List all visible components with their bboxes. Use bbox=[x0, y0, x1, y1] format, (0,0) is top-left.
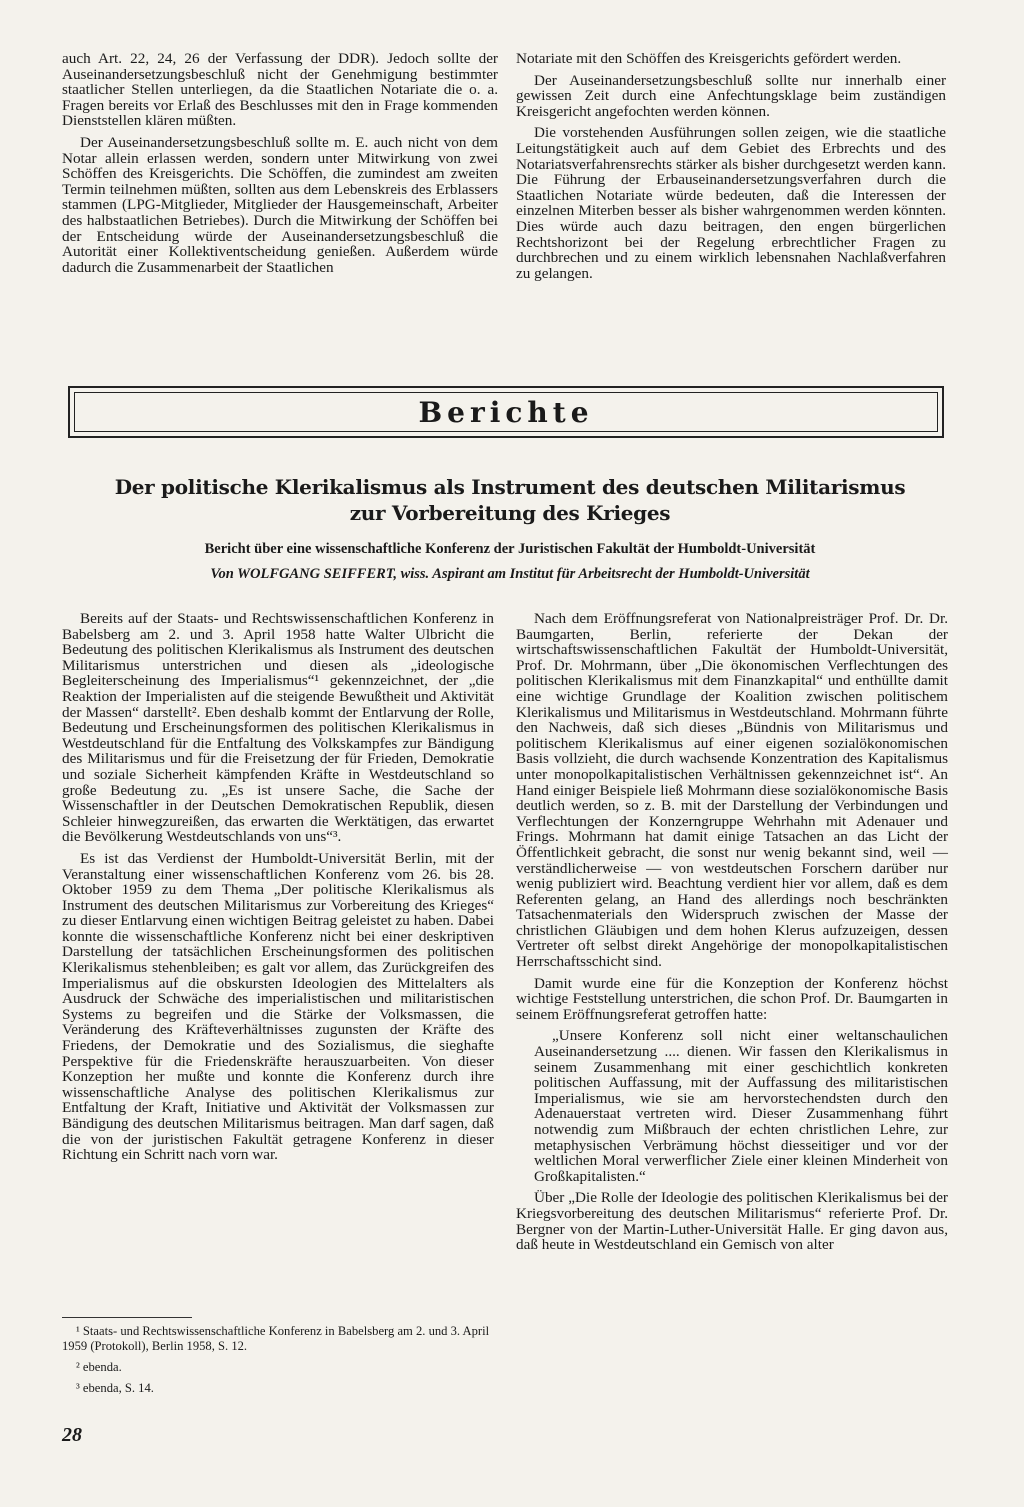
paragraph: Bereits auf der Staats- und Rechtswissenschaftlichen Konferenz in Babelsberg am 2. und 3. April 1958 hatte Walter Ulbricht die Bedeutung des politischen Klerikalismus als Instrument des deutschen Militarismus unterstrichen und diesen als „ideologische Begleiterscheinung des Imperialismus“¹ gekennzeichnet, der „die Reaktion der Imperialisten auf die steigende Bewußtheit und Aktivität der Massen“ darstellt². Eben deshalb kommt der Entlarvung der Rolle, Bedeutung und Erscheinungsformen des politischen Klerikalismus in Westdeutschland für die Entfaltung des Volkskampfes zur Bändigung des Militarismus und für die Freisetzung der für Frieden, Demokratie und soziale Sicherheit kämpfenden Kräfte in Westdeutschland so große Bedeutung zu. „Es ist unsere Sache, die Sache der Wissenschaftler in der Deutschen Demokratischen Republik, diesen Schleier hinwegzureißen, das erwarten die Werktätigen, das erwartet die Bevölkerung Westdeutschlands von uns“³. bbox=[62, 610, 494, 846]
section-banner bbox=[68, 386, 944, 438]
paragraph: Der Auseinandersetzungsbeschluß sollte nur innerhalb einer gewissen Zeit durch eine Anfechtungsklage beim zuständigen Kreisgericht angefochten werden können. bbox=[516, 71, 946, 120]
section-banner-title: Berichte bbox=[418, 396, 594, 429]
quote-paragraph: „Unsere Konferenz soll nicht einer weltanschaulichen Auseinandersetzung .... dienen. Wir fassen den Klerikalismus in seinem Zusammenhang mit einer geschichtlich konkreten politischen Auffassung, mit der Auffassung des militaristischen Imperialismus, wie sie am hervorstechendsten durch den Adenauerstaat vertreten wird. Dieser Zusammenhang führt notwendig zum Mißbrauch der echten christlichen Lehre, zur metaphysischen Verbrämung höchst diesseitiger und vor der weltlichen Moral verwerflicher Ziele einer kleinen Minderheit von Großkapitalisten.“ bbox=[534, 1027, 948, 1185]
article-byline: Von WOLFGANG SEIFFERT, wiss. Aspirant am Institut für Arbeitsrecht der Humboldt-Universität bbox=[210, 566, 810, 582]
paragraph: Es ist das Verdienst der Humboldt-Universität Berlin, mit der Veranstaltung einer wissenschaftlichen Konferenz vom 26. bis 28. Oktober 1959 zu dem Thema „Der politische Klerikalismus als Instrument des deutschen Militarismus zur Vorbereitung des Krieges“ zu dieser Entlarvung einen wichtigen Beitrag geleistet zu haben. Dabei konnte die wissenschaftliche Konferenz nicht bei einer deskriptiven Darstellung der tatsächlichen Erscheinungsformen des politischen Klerikalismus stehenbleiben; es galt vor allem, das Zurückgreifen des Imperialismus auf die obskursten Ideologien des Mittelalters als Ausdruck der Schwäche des imperialistischen und militaristischen Systems zu begreifen und die Stärke der Volksmassen, die Veränderung des Kräfteverhältnisses zugunsten der Kräfte des Friedens, der Demokratie und des Sozialismus, die sieghafte Perspektive für die Friedenskräfte herauszuarbeiten. Von dieser Konzeption her mußte und konnte die Konferenz durch ihre wissenschaftliche Analyse des politischen Klerikalismus zur Entfaltung der Kraft, Initiative und Aktivität der Volksmassen zur Bändigung des deutschen Militarismus beitragen. Man darf sagen, daß die von der juristischen Fakultät getragene Konferenz in dieser Richtung ein Schritt nach vorn war. bbox=[62, 849, 494, 1164]
top-left-column bbox=[62, 51, 498, 281]
footnotes bbox=[62, 1324, 494, 1402]
article-title bbox=[110, 474, 910, 526]
body-right-column bbox=[516, 611, 948, 1259]
top-right-column bbox=[516, 51, 946, 287]
article-title-line-2: zur Vorbereitung des Krieges bbox=[349, 501, 671, 525]
paragraph: Der Auseinandersetzungsbeschluß sollte m. E. auch nicht von dem Notar allein erlassen werden, sondern unter Mitwirkung von zwei Schöffen des Kreisgerichts. Die Schöffen, die zumindest am zweiten Termin teilnehmen müßten, sollten aus dem Lebenskreis des Erblassers stammen (LPG-Mitglieder, Mitglieder der Hausgemeinschaft, Arbeiter des halbstaatlichen Betriebes). Durch die Mitwirkung der Schöffen bei der Entscheidung würde der Auseinandersetzungsbeschluß die Autorität einer Kollektiventscheidung genießen. Außerdem würde dadurch die Zusammenarbeit der Staatlichen bbox=[62, 133, 498, 276]
page-number: 28 bbox=[62, 1424, 82, 1446]
paragraph: auch Art. 22, 24, 26 der Verfassung der DDR). Jedoch sollte der Auseinandersetzungsbeschluß nicht der Genehmigung bestimmter staatlicher Stellen unterliegen, da die Staatlichen Notariate die o. a. Fragen bereits vor Erlaß des Beschlusses mit den in Frage kommenden Dienststellen klären müßten. bbox=[62, 50, 498, 130]
paragraph: Die vorstehenden Ausführungen sollen zeigen, wie die staatliche Leitungstätigkeit auch auf dem Gebiet des Erbrechts und des Notariatsverfahrensrechts stärker als bisher durchgesetzt werden kann. Die Führung der Erbauseinandersetzungsverfahren durch die Staatlichen Notariate würde bedeuten, daß die Interessen der einzelnen Miterben besser als bisher wahrgenommen werden könnten. Dies würde auch dazu beitragen, den engen bürgerlichen Rechtshorizont bei der Regelung erbrechtlicher Fragen zu durchbrechen und zu einem wirklich lebensnahen Nachlaßverfahren zu gelangen. bbox=[516, 124, 946, 282]
footnote-divider bbox=[62, 1317, 192, 1318]
paragraph: Nach dem Eröffnungsreferat von Nationalpreisträger Prof. Dr. Dr. Baumgarten, Berlin, referierte der Dekan der wirtschaftswissenschaftlichen Fakultät der Humboldt-Universität, Prof. Dr. Mohrmann, über „Die ökonomischen Verflechtungen des politischen Klerikalismus mit dem Finanzkapital“ und enthüllte damit eine wichtige Grundlage der Koalition zwischen politischem Klerikalismus und Militarismus in Westdeutschland. Mohrmann führte den Nachweis, daß sich dieses „Bündnis von Militarismus und politischem Klerikalismus auf einer eigenen sozialökonomischen Basis vollzieht, die durch wachsende Konzentration des Kapitalismus unter monopolkapitalistischen Verhältnissen gekennzeichnet ist“. An Hand einiger Beispiele ließ Mohrmann diese sozialökonomische Basis deutlich werden, so z. B. mit der Darstellung der Verbindungen und Verflechtungen der Konzerngruppe Wehrhahn mit Adenauer und Frings. Mohrmann hat damit einige Tatsachen an das Licht der Öffentlichkeit gebracht, die sonst nur wenig bekannt sind, weil — verständlicherweise — von westdeutschen Forschern darüber nur wenig publiziert wird. Beachtung verdient hier vor allem, daß es dem Referenten gelang, an Hand des allerdings noch beschränkten Tatsachenmaterials den Widerspruch zwischen der Masse der christlichen Gläubigen und dem hohen Klerus aufzuzeigen, dessen Vertreter oft selbst direkt Angehörige der monopolkapitalistischen Herrschaftsschicht sind. bbox=[516, 610, 948, 971]
paragraph: Notariate mit den Schöffen des Kreisgerichts gefördert werden. bbox=[516, 50, 902, 67]
paragraph: Über „Die Rolle der Ideologie des politischen Klerikalismus bei der Kriegsvorbereitung des deutschen Militarismus“ referierte Prof. Dr. Bergner von der Martin-Luther-Universität Halle. Er ging davon aus, daß heute in Westdeutschland ein Gemisch von alter bbox=[516, 1189, 948, 1254]
article-title-line-1: Der politische Klerikalismus als Instrument des deutschen Militarismus bbox=[114, 475, 906, 499]
footnote: ³ ebenda, S. 14. bbox=[76, 1381, 154, 1395]
paragraph: Damit wurde eine für die Konzeption der Konferenz höchst wichtige Feststellung unterstrichen, die schon Prof. Dr. Baumgarten in seinem Eröffnungsreferat getroffen hatte: bbox=[516, 974, 948, 1023]
footnote: ² ebenda. bbox=[76, 1360, 122, 1374]
article-subtitle: Bericht über eine wissenschaftliche Konferenz der Juristischen Fakultät der Humboldt-Universität bbox=[204, 541, 816, 557]
body-left-column bbox=[62, 611, 494, 1169]
footnote: ¹ Staats- und Rechtswissenschaftliche Konferenz in Babelsberg am 2. und 3. April 1959 (Protokoll), Berlin 1958, S. 12. bbox=[62, 1324, 490, 1353]
